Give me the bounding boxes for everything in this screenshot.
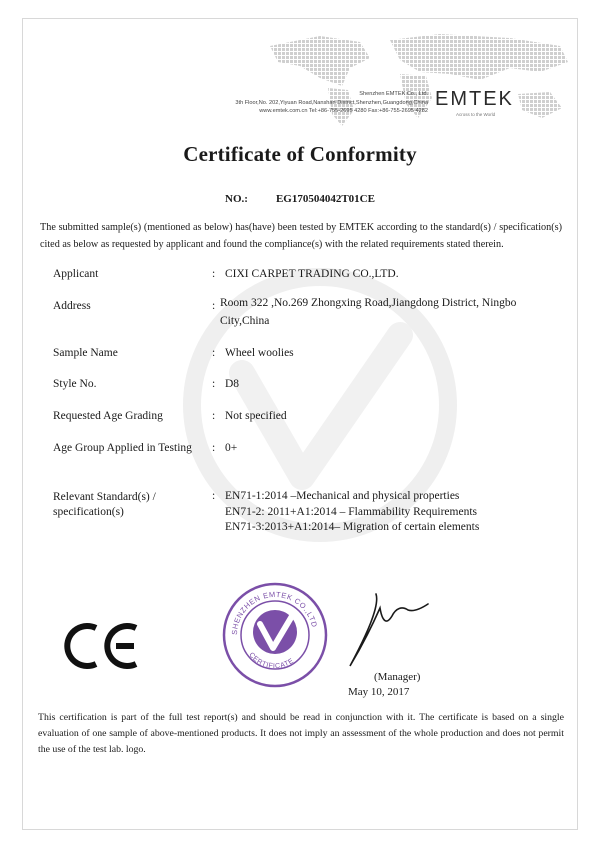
page-title: Certificate of Conformity <box>183 142 417 166</box>
standards-list <box>225 489 479 536</box>
colon: : <box>212 410 216 422</box>
standard-item: EN71-3:2013+A1:2014– Migration of certain elements <box>225 521 480 533</box>
style-no-value: D8 <box>225 378 240 390</box>
sample-name-value: Wheel woolies <box>225 347 294 359</box>
manager-signature <box>336 586 436 672</box>
sample-name-label: Sample Name <box>53 347 118 359</box>
address-value: Room 322 ,No.269 Zhongxing Road,Jiangdong District, Ningbo City,China <box>220 297 517 327</box>
company-logo: EMTEK <box>435 88 514 110</box>
seal-bottom-text: CERTIFICATE <box>247 651 296 671</box>
standards-label-line: Relevant Standard(s) / <box>53 491 156 503</box>
address-line: 3th Floor,No. 202,Yiyuan Road,Nanshan District,Shenzhen,Guangdong,China <box>235 99 428 106</box>
age-grading-label: Requested Age Grading <box>53 410 163 422</box>
ce-mark <box>62 620 142 672</box>
colon: : <box>212 490 216 502</box>
footer-disclaimer: This certification is part of the full test report(s) and should be read in conjunction with it. The certificate is based on a single evaluation of one sample of above-mentioned products. It does not imply an assessment of the whole production and does not permit the use of the test lab. logo. <box>38 712 564 755</box>
manager-label: (Manager) <box>374 671 421 683</box>
company-address-block <box>128 90 428 116</box>
colon: : <box>212 268 216 280</box>
age-group-label: Age Group Applied in Testing <box>53 442 192 454</box>
address-line: Shenzhen EMTEK Co., Ltd. <box>359 91 428 97</box>
company-seal <box>220 580 330 690</box>
certificate-number-value: EG170504042T01CE <box>275 193 375 205</box>
seal-top-text: SHENZHEN EMTEK CO.,LTD <box>229 589 320 636</box>
colon: : <box>212 442 216 454</box>
colon: : <box>212 300 216 312</box>
certificate-number <box>0 193 600 205</box>
address-line: www.emtek.com.cn Tel:+86-755-2695 4280 Fax:+86-755-2695 4282 <box>259 108 428 115</box>
standard-item: EN71-2: 2011+A1:2014 – Flammability Requirements <box>225 505 478 518</box>
standards-label-line: specification(s) <box>53 506 124 518</box>
style-no-label: Style No. <box>53 378 97 390</box>
standards-label <box>53 490 156 520</box>
colon: : <box>212 378 216 390</box>
signature-date: May 10, 2017 <box>348 686 410 698</box>
applicant-value: CIXI CARPET TRADING CO.,LTD. <box>225 268 399 280</box>
age-group-value: 0+ <box>225 442 238 454</box>
certificate-number-label: NO.: <box>225 193 248 205</box>
age-grading-value: Not specified <box>225 410 287 422</box>
svg-text:CERTIFICATE <box>247 651 295 670</box>
address-label: Address <box>53 300 91 312</box>
intro-paragraph: The submitted sample(s) (mentioned as below) has(have) been tested by EMTEK according to the standard(s) / specification(s) cited as below as requested by applicant and found the compliance(s) with the related requirements stated therein. <box>40 222 562 250</box>
standard-item: EN71-1:2014 –Mechanical and physical properties <box>225 490 460 502</box>
applicant-label: Applicant <box>53 268 99 280</box>
logo-tagline: Across to the World <box>456 112 496 117</box>
colon: : <box>212 347 216 359</box>
